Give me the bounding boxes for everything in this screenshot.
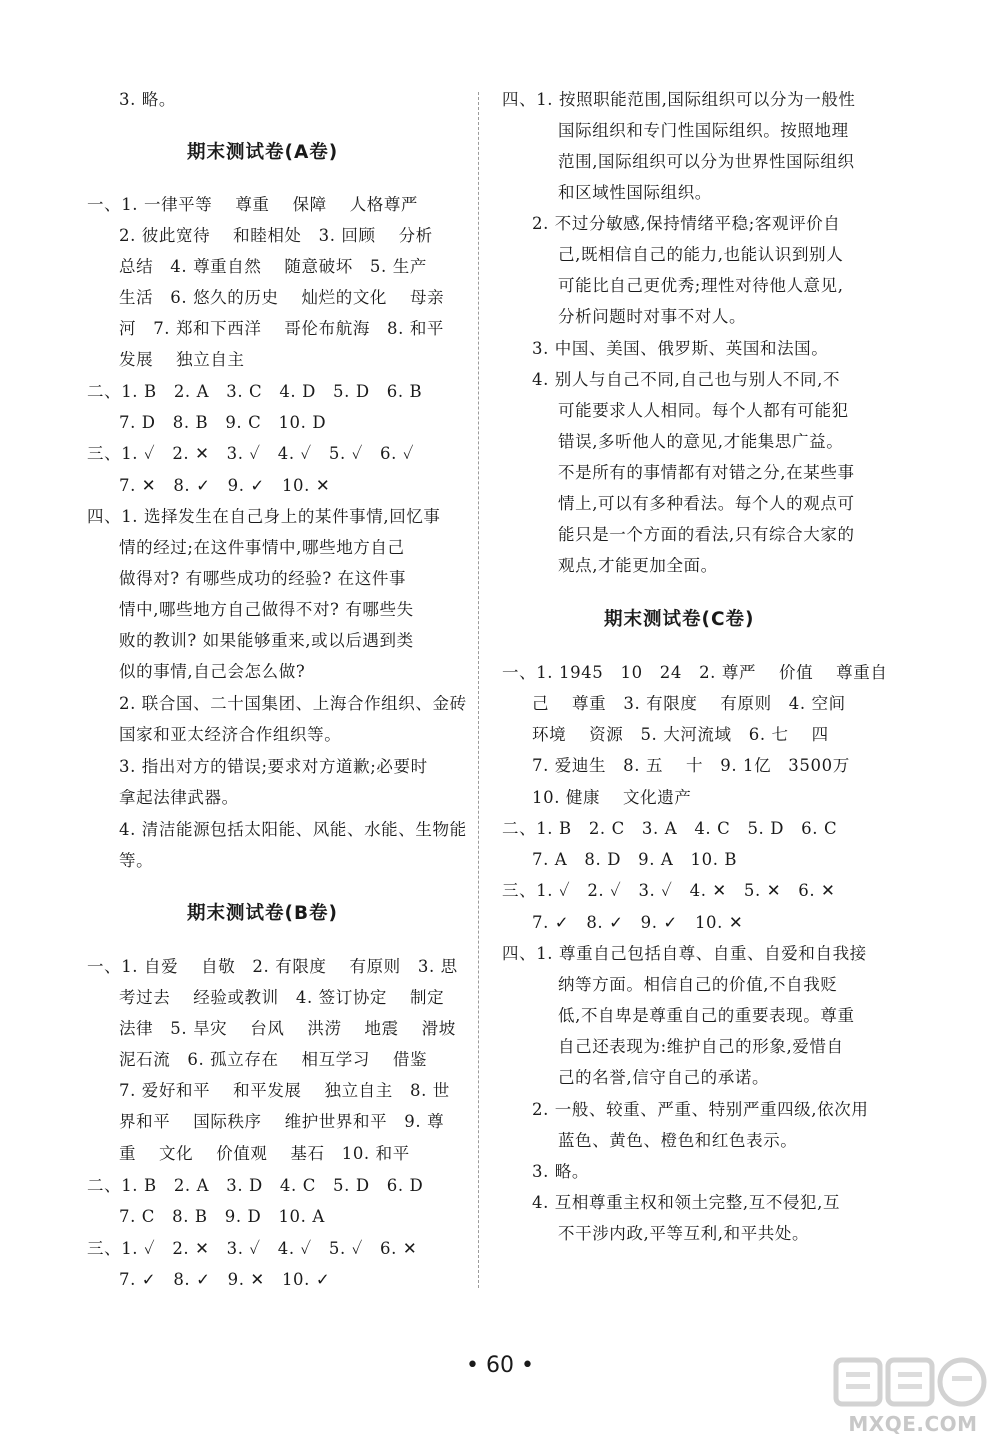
answer-line: 不是所有的事情都有对错之分,在某些事 [558, 463, 855, 482]
answer-line: 2. 联合国、二十国集团、上海合作组织、金砖 [119, 694, 467, 713]
answer-line: 河 7. 郑和下西洋 哥伦布航海 8. 和平 [119, 319, 445, 338]
answer-line: 己,既相信自己的能力,也能认识到别人 [558, 245, 844, 264]
answer-line: 可能比自己更优秀;理性对待他人意见, [558, 276, 844, 295]
answer-line: 等。 [119, 851, 154, 870]
answer-line: 分析问题时对事不对人。 [558, 307, 747, 326]
section-heading-c: 期末测试卷(C卷) [604, 609, 755, 630]
answer-line: 不干涉内政,平等互利,和平共处。 [558, 1224, 810, 1243]
answer-line: 重 文化 价值观 基石 10. 和平 [119, 1144, 410, 1163]
answer-line: 蓝色、黄色、橙色和红色表示。 [558, 1131, 798, 1150]
answer-line: 发展 独立自主 [119, 350, 245, 369]
answer-line: 7. ✕ 8. ✓ 9. ✓ 10. ✕ [119, 476, 331, 495]
answer-line: 一、1. 自爱 自敬 2. 有限度 有原则 3. 思 [87, 957, 458, 976]
answer-line: 似的事情,自己会怎么做? [119, 662, 306, 681]
answer-line: 范围,国际组织可以分为世界性国际组织 [558, 152, 855, 171]
answer-line: 二、1. B 2. A 3. D 4. C 5. D 6. D [87, 1176, 424, 1195]
answer-line: 观点,才能更加全面。 [558, 556, 718, 575]
watermark-text: MXQE.COM [848, 1412, 978, 1436]
column-divider [478, 92, 479, 1288]
answer-line: 四、1. 尊重自己包括自尊、自重、自爱和自我接 [502, 944, 867, 963]
answer-line: 四、1. 选择发生在自己身上的某件事情,回忆事 [87, 507, 441, 526]
answer-line: 2. 一般、较重、严重、特别严重四级,依次用 [532, 1100, 869, 1119]
answer-line: 2. 不过分敏感,保持情绪平稳;客观评价自 [532, 214, 841, 233]
answer-line: 纳等方面。相信自己的价值,不自我贬 [558, 975, 838, 994]
answer-line: 界和平 国际秩序 维护世界和平 9. 尊 [119, 1112, 445, 1131]
answer-line: 7. ✓ 8. ✓ 9. ✕ 10. ✓ [119, 1270, 331, 1289]
answer-line: 泥石流 6. 孤立存在 相互学习 借鉴 [119, 1050, 428, 1069]
answer-line: 7. ✓ 8. ✓ 9. ✓ 10. ✕ [532, 913, 744, 932]
answer-line: 情中,哪些地方自己做得不对? 有哪些失 [119, 600, 414, 619]
answer-line: 和区域性国际组织。 [558, 183, 712, 202]
answer-line: 拿起法律武器。 [119, 788, 239, 807]
answer-line: 己的名誉,信守自己的承诺。 [558, 1068, 770, 1087]
answer-line: 自己还表现为:维护自己的形象,爱惜自 [558, 1037, 844, 1056]
answer-line: 一、1. 一律平等 尊重 保障 人格尊严 [87, 195, 419, 214]
answer-line: 情上,可以有多种看法。每个人的观点可 [558, 494, 855, 513]
answer-line: 二、1. B 2. A 3. C 4. D 5. D 6. B [87, 382, 423, 401]
answer-line: 10. 健康 文化遗产 [532, 788, 692, 807]
page-number: • 60 • [466, 1353, 534, 1378]
section-heading-b: 期末测试卷(B卷) [187, 903, 339, 924]
answer-line: 4. 清洁能源包括太阳能、风能、水能、生物能 [119, 820, 467, 839]
answer-line: 二、1. B 2. C 3. A 4. C 5. D 6. C [502, 819, 838, 838]
answer-line: 做得对? 有哪些成功的经验? 在这件事 [119, 569, 407, 588]
answer-line: 3. 略。 [532, 1162, 589, 1181]
section-heading-a: 期末测试卷(A卷) [187, 142, 339, 163]
answer-line: 国家和亚太经济合作组织等。 [119, 725, 342, 744]
answer-line: 四、1. 按照职能范围,国际组织可以分为一般性 [502, 90, 856, 109]
answer-line: 总结 4. 尊重自然 随意破坏 5. 生产 [119, 257, 427, 276]
answer-line: 3. 中国、美国、俄罗斯、英国和法国。 [532, 339, 829, 358]
answer-line: 己 尊重 3. 有限度 有原则 4. 空间 [532, 694, 846, 713]
answer-line: 7. 爱迪生 8. 五 十 9. 1亿 3500万 [532, 756, 850, 775]
answer-line: 3. 指出对方的错误;要求对方道歉;必要时 [119, 757, 428, 776]
answer-line: 一、1. 1945 10 24 2. 尊严 价值 尊重自 [502, 663, 888, 682]
answer-line: 三、1. ✓ 2. ✓ 3. ✓ 4. ✕ 5. ✕ 6. ✕ [502, 881, 836, 900]
answer-line: 法律 5. 旱灾 台风 洪涝 地震 滑坡 [119, 1019, 456, 1038]
answer-line: 国际组织和专门性国际组织。按照地理 [558, 121, 849, 140]
answer-line: 错误,多听他人的意见,才能集思广益。 [558, 432, 844, 451]
answer-line: 低,不自卑是尊重自己的重要表现。尊重 [558, 1006, 855, 1025]
answer-line: 2. 彼此宽待 和睦相处 3. 回顾 分析 [119, 226, 433, 245]
answer-line: 7. 爱好和平 和平发展 独立自主 8. 世 [119, 1081, 450, 1100]
answer-line: 环境 资源 5. 大河流域 6. 七 四 [532, 725, 829, 744]
answer-line: 能只是一个方面的看法,只有综合大家的 [558, 525, 855, 544]
answer-line: 7. D 8. B 9. C 10. D [119, 413, 327, 432]
answer-line: 7. A 8. D 9. A 10. B [532, 850, 738, 869]
answer-line: 4. 别人与自己不同,自己也与别人不同,不 [532, 370, 841, 389]
answer-line: 败的教训? 如果能够重来,或以后遇到类 [119, 631, 414, 650]
answer-line: 4. 互相尊重主权和领土完整,互不侵犯,互 [532, 1193, 841, 1212]
answer-line: 情的经过;在这件事情中,哪些地方自己 [119, 538, 405, 557]
answer-line: 7. C 8. B 9. D 10. A [119, 1207, 325, 1226]
answer-line: 考过去 经验或教训 4. 签订协定 制定 [119, 988, 445, 1007]
answer-line: 三、1. ✓ 2. ✕ 3. ✓ 4. ✓ 5. ✓ 6. ✓ [87, 444, 415, 463]
answer-line: 3. 略。 [119, 90, 176, 109]
answer-line: 生活 6. 悠久的历史 灿烂的文化 母亲 [119, 288, 445, 307]
answer-line: 可能要求人人相同。每个人都有可能犯 [558, 401, 849, 420]
answer-line: 三、1. ✓ 2. ✕ 3. ✓ 4. ✓ 5. ✓ 6. ✕ [87, 1239, 418, 1258]
